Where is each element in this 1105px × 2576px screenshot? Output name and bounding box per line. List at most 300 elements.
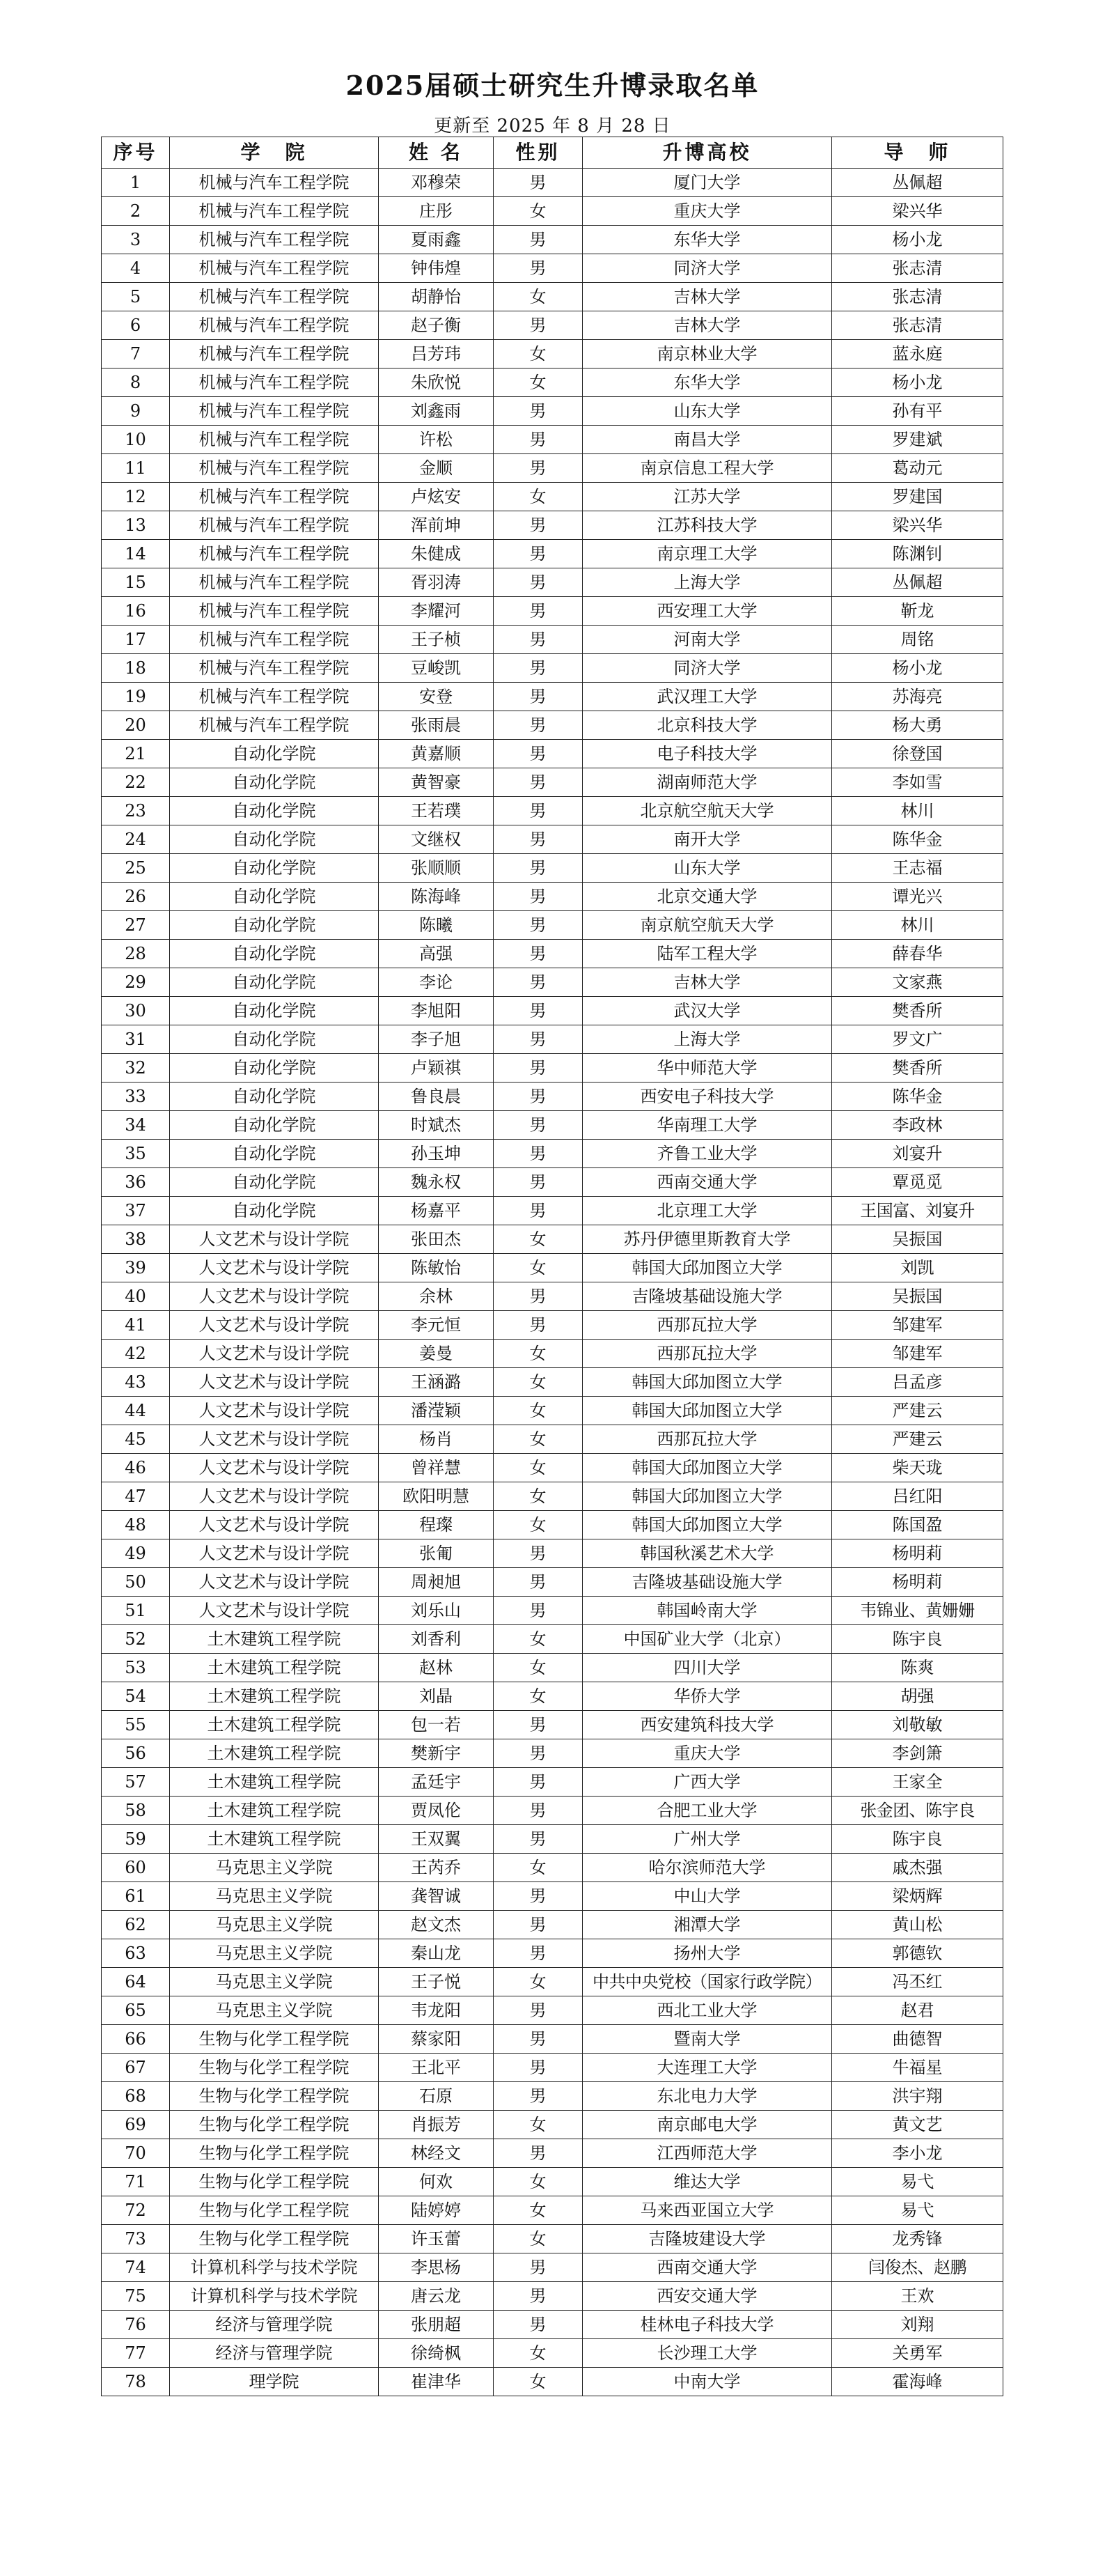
serial-cell: 69 — [102, 2111, 170, 2139]
table-row — [102, 2368, 1003, 2396]
serial-cell: 31 — [102, 1025, 170, 1054]
name-cell: 卢炫安 — [379, 483, 494, 511]
gender-cell: 女 — [494, 283, 583, 311]
name-cell: 金顺 — [379, 454, 494, 483]
table-row — [102, 368, 1003, 397]
name-cell: 邓穆荣 — [379, 169, 494, 197]
serial-cell: 70 — [102, 2139, 170, 2168]
table-row — [102, 2311, 1003, 2339]
name-cell: 樊新宇 — [379, 1739, 494, 1768]
college-cell: 机械与汽车工程学院 — [170, 540, 379, 568]
gender-cell: 女 — [494, 2368, 583, 2396]
gender-cell: 女 — [494, 368, 583, 397]
gender-cell: 男 — [494, 940, 583, 968]
name-cell: 余林 — [379, 1282, 494, 1311]
college-cell: 土木建筑工程学院 — [170, 1768, 379, 1797]
serial-cell: 8 — [102, 368, 170, 397]
serial-cell: 35 — [102, 1140, 170, 1168]
header-row — [102, 137, 1003, 169]
serial-cell: 7 — [102, 340, 170, 368]
table-row — [102, 2025, 1003, 2054]
gender-cell: 男 — [494, 997, 583, 1025]
college-cell: 机械与汽车工程学院 — [170, 197, 379, 226]
college-cell: 机械与汽车工程学院 — [170, 511, 379, 540]
table-row — [102, 1254, 1003, 1282]
table-row — [102, 1168, 1003, 1197]
college-cell: 自动化学院 — [170, 740, 379, 768]
table-row — [102, 797, 1003, 825]
table-row — [102, 1911, 1003, 1939]
gender-cell: 女 — [494, 2168, 583, 2196]
table-row — [102, 1425, 1003, 1454]
gender-cell: 男 — [494, 568, 583, 597]
table-row — [102, 654, 1003, 683]
name-cell: 卢颖祺 — [379, 1054, 494, 1083]
university-cell: 吉林大学 — [583, 283, 832, 311]
header-advisor: 导 师 — [832, 137, 1003, 169]
university-cell: 东北电力大学 — [583, 2082, 832, 2111]
gender-cell: 男 — [494, 711, 583, 740]
name-cell: 包一若 — [379, 1711, 494, 1739]
advisor-cell: 谭光兴 — [832, 883, 1003, 911]
college-cell: 人文艺术与设计学院 — [170, 1225, 379, 1254]
gender-cell: 男 — [494, 1768, 583, 1797]
name-cell: 李子旭 — [379, 1025, 494, 1054]
name-cell: 赵文杰 — [379, 1911, 494, 1939]
gender-cell: 男 — [494, 1797, 583, 1825]
college-cell: 计算机科学与技术学院 — [170, 2253, 379, 2282]
serial-cell: 1 — [102, 169, 170, 197]
gender-cell: 男 — [494, 454, 583, 483]
serial-cell: 49 — [102, 1539, 170, 1568]
university-cell: 桂林电子科技大学 — [583, 2311, 832, 2339]
table-row — [102, 1882, 1003, 1911]
advisor-cell: 陈宇良 — [832, 1625, 1003, 1654]
college-cell: 自动化学院 — [170, 1168, 379, 1197]
name-cell: 庄彤 — [379, 197, 494, 226]
gender-cell: 女 — [494, 1654, 583, 1682]
advisor-cell: 邹建军 — [832, 1340, 1003, 1368]
advisor-cell: 闫俊杰、赵鹏 — [832, 2253, 1003, 2282]
name-cell: 陆婷婷 — [379, 2196, 494, 2225]
serial-cell: 78 — [102, 2368, 170, 2396]
table-row — [102, 311, 1003, 340]
serial-cell: 16 — [102, 597, 170, 626]
serial-cell: 52 — [102, 1625, 170, 1654]
advisor-cell: 吴振国 — [832, 1225, 1003, 1254]
table-row — [102, 540, 1003, 568]
college-cell: 人文艺术与设计学院 — [170, 1568, 379, 1597]
serial-cell: 29 — [102, 968, 170, 997]
gender-cell: 男 — [494, 1939, 583, 1968]
gender-cell: 女 — [494, 2111, 583, 2139]
serial-cell: 42 — [102, 1340, 170, 1368]
name-cell: 石原 — [379, 2082, 494, 2111]
table-row — [102, 1054, 1003, 1083]
serial-cell: 34 — [102, 1111, 170, 1140]
name-cell: 文继权 — [379, 825, 494, 854]
advisor-cell: 洪宇翔 — [832, 2082, 1003, 2111]
college-cell: 自动化学院 — [170, 968, 379, 997]
table-row — [102, 711, 1003, 740]
university-cell: 重庆大学 — [583, 1739, 832, 1768]
advisor-cell: 杨小龙 — [832, 226, 1003, 254]
serial-cell: 11 — [102, 454, 170, 483]
advisor-cell: 张志清 — [832, 283, 1003, 311]
college-cell: 自动化学院 — [170, 1054, 379, 1083]
serial-cell: 68 — [102, 2082, 170, 2111]
serial-cell: 20 — [102, 711, 170, 740]
advisor-cell: 刘翔 — [832, 2311, 1003, 2339]
serial-cell: 30 — [102, 997, 170, 1025]
table-row — [102, 197, 1003, 226]
gender-cell: 女 — [494, 483, 583, 511]
advisor-cell: 文家燕 — [832, 968, 1003, 997]
table-body — [102, 169, 1003, 2396]
advisor-cell: 张志清 — [832, 254, 1003, 283]
advisor-cell: 樊香所 — [832, 997, 1003, 1025]
serial-cell: 43 — [102, 1368, 170, 1397]
gender-cell: 男 — [494, 426, 583, 454]
advisor-cell: 王欢 — [832, 2282, 1003, 2311]
advisor-cell: 王国富、刘宴升 — [832, 1197, 1003, 1225]
gender-cell: 女 — [494, 197, 583, 226]
table-row — [102, 997, 1003, 1025]
university-cell: 西南交通大学 — [583, 1168, 832, 1197]
table-row — [102, 768, 1003, 797]
serial-cell: 9 — [102, 397, 170, 426]
name-cell: 张雨晨 — [379, 711, 494, 740]
table-row — [102, 2139, 1003, 2168]
university-cell: 湖南师范大学 — [583, 768, 832, 797]
college-cell: 经济与管理学院 — [170, 2311, 379, 2339]
college-cell: 土木建筑工程学院 — [170, 1797, 379, 1825]
advisor-cell: 吕孟彦 — [832, 1368, 1003, 1397]
table-row — [102, 283, 1003, 311]
table-row — [102, 883, 1003, 911]
name-cell: 程璨 — [379, 1511, 494, 1539]
gender-cell: 男 — [494, 169, 583, 197]
serial-cell: 77 — [102, 2339, 170, 2368]
serial-cell: 6 — [102, 311, 170, 340]
university-cell: 四川大学 — [583, 1654, 832, 1682]
advisor-cell: 易弋 — [832, 2196, 1003, 2225]
gender-cell: 男 — [494, 2082, 583, 2111]
gender-cell: 男 — [494, 226, 583, 254]
advisor-cell: 曲德智 — [832, 2025, 1003, 2054]
serial-cell: 59 — [102, 1825, 170, 1854]
table-row — [102, 1711, 1003, 1739]
gender-cell: 男 — [494, 2311, 583, 2339]
university-cell: 华侨大学 — [583, 1682, 832, 1711]
serial-cell: 39 — [102, 1254, 170, 1282]
advisor-cell: 柴天珑 — [832, 1454, 1003, 1482]
college-cell: 土木建筑工程学院 — [170, 1654, 379, 1682]
serial-cell: 32 — [102, 1054, 170, 1083]
gender-cell: 男 — [494, 740, 583, 768]
name-cell: 潘滢颖 — [379, 1397, 494, 1425]
admission-table — [101, 137, 1003, 2396]
gender-cell: 男 — [494, 540, 583, 568]
university-cell: 西那瓦拉大学 — [583, 1311, 832, 1340]
advisor-cell: 罗建国 — [832, 483, 1003, 511]
college-cell: 马克思主义学院 — [170, 1939, 379, 1968]
advisor-cell: 张志清 — [832, 311, 1003, 340]
gender-cell: 男 — [494, 1882, 583, 1911]
table-row — [102, 1539, 1003, 1568]
college-cell: 人文艺术与设计学院 — [170, 1454, 379, 1482]
gender-cell: 男 — [494, 854, 583, 883]
university-cell: 南京理工大学 — [583, 540, 832, 568]
serial-cell: 12 — [102, 483, 170, 511]
table-row — [102, 1797, 1003, 1825]
serial-cell: 33 — [102, 1083, 170, 1111]
college-cell: 机械与汽车工程学院 — [170, 483, 379, 511]
college-cell: 人文艺术与设计学院 — [170, 1539, 379, 1568]
college-cell: 机械与汽车工程学院 — [170, 283, 379, 311]
advisor-cell: 陈国盈 — [832, 1511, 1003, 1539]
university-cell: 韩国大邱加图立大学 — [583, 1397, 832, 1425]
university-cell: 武汉理工大学 — [583, 683, 832, 711]
name-cell: 刘晶 — [379, 1682, 494, 1711]
serial-cell: 22 — [102, 768, 170, 797]
name-cell: 高强 — [379, 940, 494, 968]
name-cell: 李元恒 — [379, 1311, 494, 1340]
name-cell: 王子悦 — [379, 1968, 494, 1996]
advisor-cell: 周铭 — [832, 626, 1003, 654]
gender-cell: 男 — [494, 1597, 583, 1625]
university-cell: 山东大学 — [583, 397, 832, 426]
gender-cell: 女 — [494, 1225, 583, 1254]
university-cell: 湘潭大学 — [583, 1911, 832, 1939]
name-cell: 赵林 — [379, 1654, 494, 1682]
name-cell: 肖振芳 — [379, 2111, 494, 2139]
advisor-cell: 覃觅觅 — [832, 1168, 1003, 1197]
gender-cell: 男 — [494, 311, 583, 340]
advisor-cell: 霍海峰 — [832, 2368, 1003, 2396]
advisor-cell: 杨明莉 — [832, 1539, 1003, 1568]
college-cell: 自动化学院 — [170, 883, 379, 911]
table-row — [102, 426, 1003, 454]
table-row — [102, 483, 1003, 511]
table-row — [102, 1340, 1003, 1368]
university-cell: 西安电子科技大学 — [583, 1083, 832, 1111]
table-row — [102, 1939, 1003, 1968]
table-row — [102, 1654, 1003, 1682]
gender-cell: 女 — [494, 1511, 583, 1539]
university-cell: 齐鲁工业大学 — [583, 1140, 832, 1168]
college-cell: 人文艺术与设计学院 — [170, 1397, 379, 1425]
gender-cell: 男 — [494, 968, 583, 997]
college-cell: 马克思主义学院 — [170, 1882, 379, 1911]
table-row — [102, 568, 1003, 597]
college-cell: 机械与汽车工程学院 — [170, 169, 379, 197]
table-row — [102, 1454, 1003, 1482]
university-cell: 同济大学 — [583, 654, 832, 683]
gender-cell: 男 — [494, 1996, 583, 2025]
college-cell: 人文艺术与设计学院 — [170, 1425, 379, 1454]
serial-cell: 54 — [102, 1682, 170, 1711]
serial-cell: 2 — [102, 197, 170, 226]
university-cell: 中山大学 — [583, 1882, 832, 1911]
serial-cell: 25 — [102, 854, 170, 883]
gender-cell: 男 — [494, 2054, 583, 2082]
college-cell: 自动化学院 — [170, 797, 379, 825]
university-cell: 韩国大邱加图立大学 — [583, 1454, 832, 1482]
serial-cell: 23 — [102, 797, 170, 825]
serial-cell: 14 — [102, 540, 170, 568]
college-cell: 人文艺术与设计学院 — [170, 1254, 379, 1282]
table-row — [102, 683, 1003, 711]
table-row — [102, 2196, 1003, 2225]
college-cell: 机械与汽车工程学院 — [170, 454, 379, 483]
university-cell: 韩国大邱加图立大学 — [583, 1368, 832, 1397]
gender-cell: 男 — [494, 1054, 583, 1083]
advisor-cell: 赵君 — [832, 1996, 1003, 2025]
advisor-cell: 严建云 — [832, 1397, 1003, 1425]
serial-cell: 17 — [102, 626, 170, 654]
gender-cell: 女 — [494, 340, 583, 368]
advisor-cell: 徐登国 — [832, 740, 1003, 768]
serial-cell: 76 — [102, 2311, 170, 2339]
name-cell: 何欢 — [379, 2168, 494, 2196]
gender-cell: 男 — [494, 1539, 583, 1568]
university-cell: 韩国大邱加图立大学 — [583, 1511, 832, 1539]
table-row — [102, 626, 1003, 654]
name-cell: 张田杰 — [379, 1225, 494, 1254]
college-cell: 自动化学院 — [170, 1197, 379, 1225]
name-cell: 豆峻凯 — [379, 654, 494, 683]
name-cell: 刘鑫雨 — [379, 397, 494, 426]
serial-cell: 3 — [102, 226, 170, 254]
gender-cell: 女 — [494, 2225, 583, 2253]
document-update-date: 更新至 2025 年 8 月 28 日 — [434, 116, 671, 137]
table-row — [102, 1682, 1003, 1711]
college-cell: 生物与化学工程学院 — [170, 2054, 379, 2082]
name-cell: 赵子衡 — [379, 311, 494, 340]
name-cell: 唐云龙 — [379, 2282, 494, 2311]
advisor-cell: 葛动元 — [832, 454, 1003, 483]
serial-cell: 10 — [102, 426, 170, 454]
gender-cell: 男 — [494, 1568, 583, 1597]
table-row — [102, 2339, 1003, 2368]
college-cell: 人文艺术与设计学院 — [170, 1368, 379, 1397]
name-cell: 韦龙阳 — [379, 1996, 494, 2025]
university-cell: 武汉大学 — [583, 997, 832, 1025]
college-cell: 机械与汽车工程学院 — [170, 226, 379, 254]
gender-cell: 男 — [494, 1140, 583, 1168]
name-cell: 秦山龙 — [379, 1939, 494, 1968]
advisor-cell: 胡强 — [832, 1682, 1003, 1711]
name-cell: 浑前坤 — [379, 511, 494, 540]
name-cell: 张顺顺 — [379, 854, 494, 883]
advisor-cell: 陈华金 — [832, 1083, 1003, 1111]
college-cell: 自动化学院 — [170, 997, 379, 1025]
name-cell: 吕芳玮 — [379, 340, 494, 368]
college-cell: 人文艺术与设计学院 — [170, 1340, 379, 1368]
university-cell: 东华大学 — [583, 226, 832, 254]
name-cell: 王涵潞 — [379, 1368, 494, 1397]
table-row — [102, 1625, 1003, 1654]
advisor-cell: 丛佩超 — [832, 568, 1003, 597]
name-cell: 魏永权 — [379, 1168, 494, 1197]
university-cell: 吉林大学 — [583, 311, 832, 340]
table-row — [102, 2082, 1003, 2111]
college-cell: 机械与汽车工程学院 — [170, 683, 379, 711]
name-cell: 王子桢 — [379, 626, 494, 654]
university-cell: 北京科技大学 — [583, 711, 832, 740]
university-cell: 陆军工程大学 — [583, 940, 832, 968]
table-row — [102, 1568, 1003, 1597]
university-cell: 长沙理工大学 — [583, 2339, 832, 2368]
table-row — [102, 1282, 1003, 1311]
advisor-cell: 梁兴华 — [832, 511, 1003, 540]
serial-cell: 71 — [102, 2168, 170, 2196]
serial-cell: 72 — [102, 2196, 170, 2225]
university-cell: 吉林大学 — [583, 968, 832, 997]
university-cell: 中国矿业大学（北京） — [583, 1625, 832, 1654]
advisor-cell: 易弋 — [832, 2168, 1003, 2196]
university-cell: 江苏大学 — [583, 483, 832, 511]
university-cell: 西安交通大学 — [583, 2282, 832, 2311]
gender-cell: 男 — [494, 626, 583, 654]
header-doctoral-university: 升博高校 — [583, 137, 832, 169]
university-cell: 上海大学 — [583, 568, 832, 597]
university-cell: 广西大学 — [583, 1768, 832, 1797]
table-row — [102, 1825, 1003, 1854]
college-cell: 马克思主义学院 — [170, 1911, 379, 1939]
advisor-cell: 黄文艺 — [832, 2111, 1003, 2139]
college-cell: 人文艺术与设计学院 — [170, 1282, 379, 1311]
college-cell: 人文艺术与设计学院 — [170, 1482, 379, 1511]
name-cell: 刘乐山 — [379, 1597, 494, 1625]
header-name: 姓 名 — [379, 137, 494, 169]
university-cell: 暨南大学 — [583, 2025, 832, 2054]
advisor-cell: 李小龙 — [832, 2139, 1003, 2168]
university-cell: 重庆大学 — [583, 197, 832, 226]
table-row — [102, 968, 1003, 997]
university-cell: 南京林业大学 — [583, 340, 832, 368]
name-cell: 许松 — [379, 426, 494, 454]
table-row — [102, 1111, 1003, 1140]
gender-cell: 男 — [494, 2253, 583, 2282]
gender-cell: 女 — [494, 2339, 583, 2368]
college-cell: 生物与化学工程学院 — [170, 2196, 379, 2225]
name-cell: 李论 — [379, 968, 494, 997]
advisor-cell: 薛春华 — [832, 940, 1003, 968]
table-row — [102, 854, 1003, 883]
gender-cell: 男 — [494, 2282, 583, 2311]
gender-cell: 男 — [494, 883, 583, 911]
table-row — [102, 1225, 1003, 1254]
college-cell: 土木建筑工程学院 — [170, 1711, 379, 1739]
serial-cell: 4 — [102, 254, 170, 283]
serial-cell: 51 — [102, 1597, 170, 1625]
gender-cell: 女 — [494, 1425, 583, 1454]
college-cell: 自动化学院 — [170, 1025, 379, 1054]
university-cell: 西北工业大学 — [583, 1996, 832, 2025]
advisor-cell: 刘凯 — [832, 1254, 1003, 1282]
university-cell: 江西师范大学 — [583, 2139, 832, 2168]
university-cell: 广州大学 — [583, 1825, 832, 1854]
college-cell: 自动化学院 — [170, 825, 379, 854]
gender-cell: 男 — [494, 1739, 583, 1768]
university-cell: 华中师范大学 — [583, 1054, 832, 1083]
gender-cell: 男 — [494, 2025, 583, 2054]
table-row — [102, 1768, 1003, 1797]
gender-cell: 男 — [494, 825, 583, 854]
name-cell: 许玉蕾 — [379, 2225, 494, 2253]
